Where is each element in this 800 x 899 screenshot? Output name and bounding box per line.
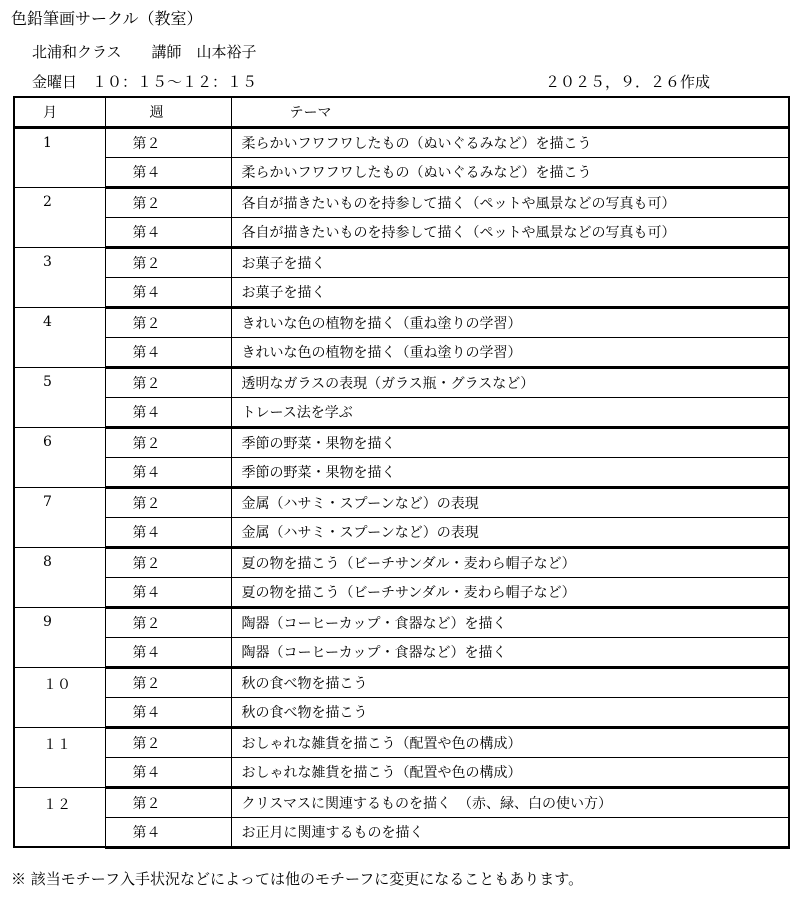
month-cell: 2 — [14, 187, 105, 247]
month-cell: 4 — [14, 307, 105, 367]
theme-cell: きれいな色の植物を描く（重ね塗りの学習） — [231, 307, 789, 337]
month-cell: 8 — [14, 547, 105, 607]
week-cell: 第４ — [105, 337, 231, 367]
week-cell: 第２ — [105, 667, 231, 697]
table-row — [14, 547, 789, 577]
theme-cell: 陶器（コーヒーカップ・食器など）を描く — [231, 607, 789, 637]
table-row — [14, 427, 789, 457]
page-title: 色鉛筆画サークル（教室） — [11, 9, 203, 28]
theme-cell: 夏の物を描こう（ビーチサンダル・麦わら帽子など） — [231, 577, 789, 607]
table-row — [14, 787, 789, 817]
column-header-month: 月 — [14, 97, 105, 127]
table-row — [14, 577, 789, 607]
table-row — [14, 727, 789, 757]
table-row — [14, 607, 789, 637]
week-cell: 第４ — [105, 757, 231, 787]
week-cell: 第２ — [105, 727, 231, 757]
theme-cell: トレース法を学ぶ — [231, 397, 789, 427]
table-row — [14, 637, 789, 667]
theme-cell: 金属（ハサミ・スプーンなど）の表現 — [231, 517, 789, 547]
table-row — [14, 187, 789, 217]
month-cell: 3 — [14, 247, 105, 307]
week-cell: 第２ — [105, 787, 231, 817]
theme-cell: 夏の物を描こう（ビーチサンダル・麦わら帽子など） — [231, 547, 789, 577]
month-cell: １２ — [14, 787, 105, 847]
week-cell: 第２ — [105, 367, 231, 397]
theme-cell: きれいな色の植物を描く（重ね塗りの学習） — [231, 337, 789, 367]
table-row — [14, 277, 789, 307]
table-row — [14, 457, 789, 487]
table-row — [14, 247, 789, 277]
month-cell: 6 — [14, 427, 105, 487]
month-cell: 5 — [14, 367, 105, 427]
week-cell: 第２ — [105, 607, 231, 637]
table-row — [14, 217, 789, 247]
month-cell: １０ — [14, 667, 105, 727]
table-row — [14, 307, 789, 337]
week-cell: 第４ — [105, 517, 231, 547]
week-cell: 第４ — [105, 817, 231, 847]
created-date: ２０２５，９．２６作成 — [544, 73, 710, 91]
table-row — [14, 757, 789, 787]
theme-cell: お菓子を描く — [231, 277, 789, 307]
theme-cell: 秋の食べ物を描こう — [231, 667, 789, 697]
table-row — [14, 817, 789, 847]
month-cell: １１ — [14, 727, 105, 787]
table-row — [14, 127, 789, 157]
week-cell: 第４ — [105, 457, 231, 487]
table-header-row — [14, 97, 789, 127]
theme-cell: 金属（ハサミ・スプーンなど）の表現 — [231, 487, 789, 517]
week-cell: 第２ — [105, 547, 231, 577]
table-row — [14, 517, 789, 547]
week-cell: 第２ — [105, 247, 231, 277]
theme-cell: 陶器（コーヒーカップ・食器など）を描く — [231, 637, 789, 667]
table-row — [14, 487, 789, 517]
theme-cell: 透明なガラスの表現（ガラス瓶・グラスなど） — [231, 367, 789, 397]
theme-cell: 季節の野菜・果物を描く — [231, 457, 789, 487]
month-cell: 9 — [14, 607, 105, 667]
theme-cell: クリスマスに関連するものを描く （赤、緑、白の使い方） — [231, 787, 789, 817]
week-cell: 第４ — [105, 157, 231, 187]
week-cell: 第２ — [105, 487, 231, 517]
class-instructor-line: 北浦和クラス 講師 山本裕子 — [32, 43, 257, 61]
table-row — [14, 397, 789, 427]
table-row — [14, 667, 789, 697]
theme-cell: 柔らかいフワフワしたもの（ぬいぐるみなど）を描こう — [231, 157, 789, 187]
theme-cell: 秋の食べ物を描こう — [231, 697, 789, 727]
theme-cell: 季節の野菜・果物を描く — [231, 427, 789, 457]
curriculum-table — [13, 96, 790, 849]
week-cell: 第４ — [105, 277, 231, 307]
theme-cell: 各自が描きたいものを持参して描く（ペットや風景などの写真も可） — [231, 217, 789, 247]
week-cell: 第２ — [105, 307, 231, 337]
week-cell: 第４ — [105, 577, 231, 607]
week-cell: 第２ — [105, 127, 231, 157]
theme-cell: お菓子を描く — [231, 247, 789, 277]
week-cell: 第２ — [105, 427, 231, 457]
footnote: ※ 該当モチーフ入手状況などによっては他のモチーフに変更になることもあります。 — [11, 870, 584, 888]
table-row — [14, 337, 789, 367]
week-cell: 第２ — [105, 187, 231, 217]
week-cell: 第４ — [105, 397, 231, 427]
theme-cell: 柔らかいフワフワしたもの（ぬいぐるみなど）を描こう — [231, 127, 789, 157]
week-cell: 第４ — [105, 637, 231, 667]
theme-cell: 各自が描きたいものを持参して描く（ペットや風景などの写真も可） — [231, 187, 789, 217]
theme-cell: おしゃれな雑貨を描こう（配置や色の構成） — [231, 727, 789, 757]
table-row — [14, 157, 789, 187]
table-body — [14, 127, 789, 847]
column-header-week: 週 — [105, 97, 231, 127]
schedule-line: 金曜日 １０：１５～１２：１５ — [32, 73, 258, 91]
theme-cell: おしゃれな雑貨を描こう（配置や色の構成） — [231, 757, 789, 787]
column-header-theme: テーマ — [231, 97, 789, 127]
table-row — [14, 697, 789, 727]
month-cell: 7 — [14, 487, 105, 547]
month-cell: 1 — [14, 127, 105, 187]
week-cell: 第４ — [105, 217, 231, 247]
table-row — [14, 367, 789, 397]
week-cell: 第４ — [105, 697, 231, 727]
theme-cell: お正月に関連するものを描く — [231, 817, 789, 847]
